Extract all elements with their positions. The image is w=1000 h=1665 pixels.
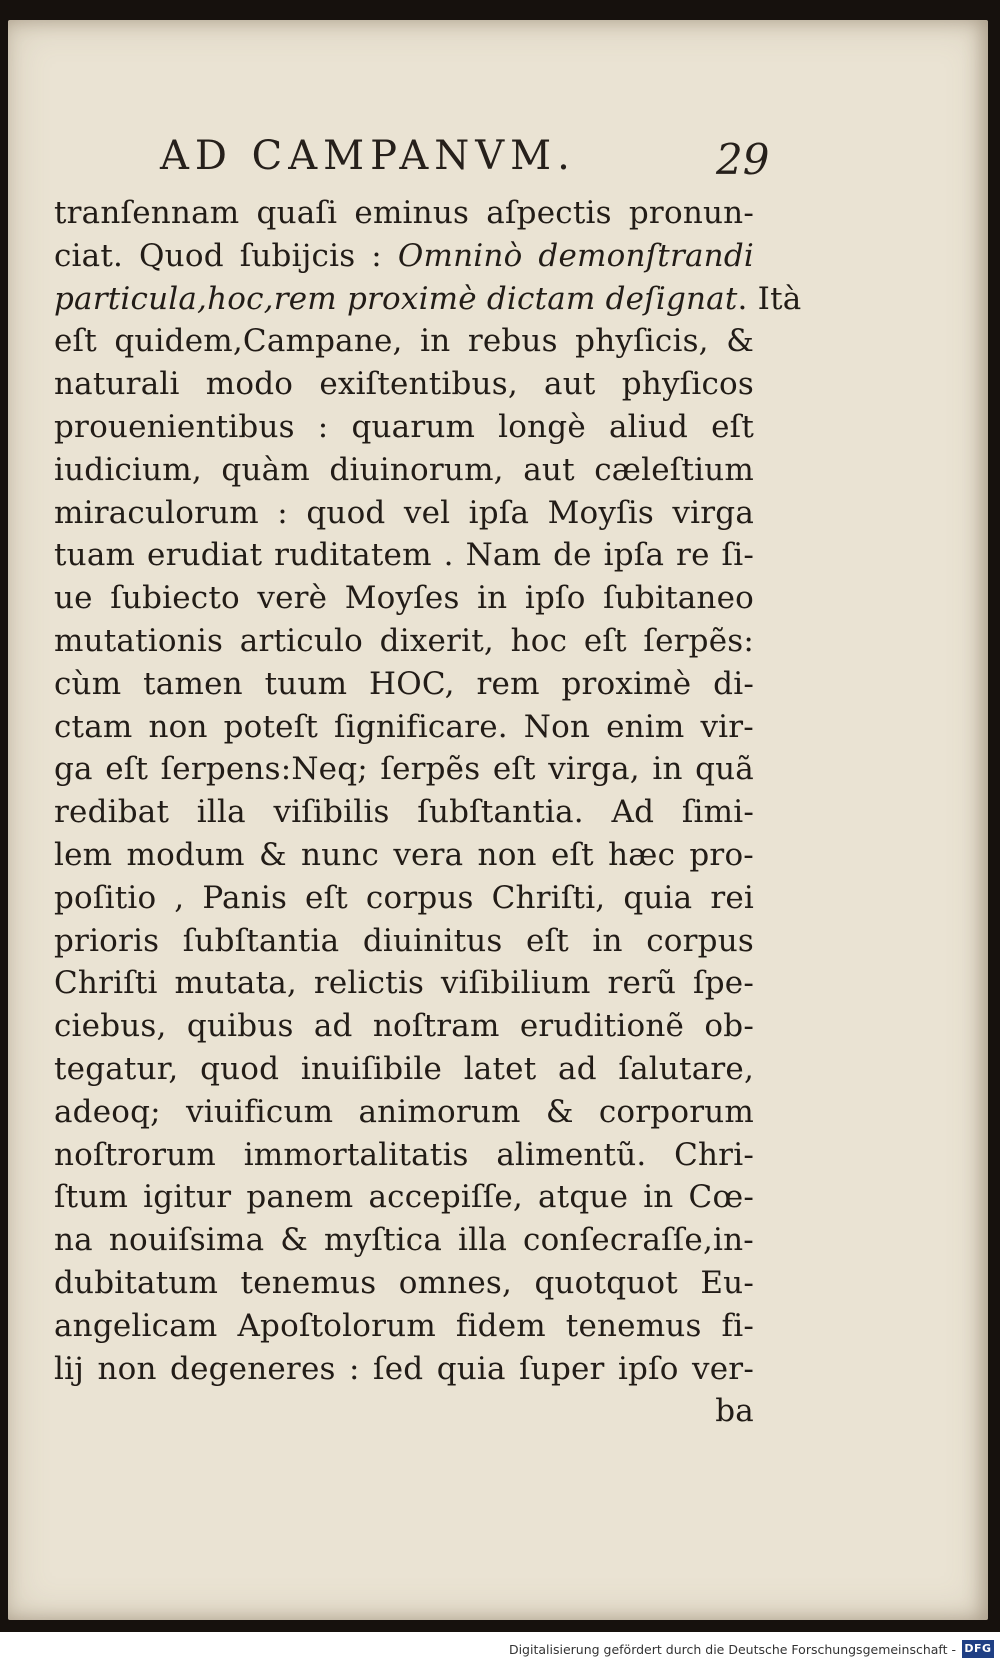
text-line <box>54 620 754 663</box>
text-line <box>54 663 754 706</box>
text-line <box>54 363 754 406</box>
line-text: dubitatum tenemus omnes, quotquot Eu- <box>54 1264 754 1301</box>
line-text: noſtrorum immortalitatis alimentũ. Chri- <box>54 1136 754 1173</box>
line-text: adeoq; viuificum animorum & corporum <box>54 1093 754 1130</box>
line-text: tranſennam quaſi eminus aſpectis pronun- <box>54 195 754 231</box>
text-line <box>54 1048 754 1091</box>
text-line <box>54 748 754 791</box>
text-line <box>54 1348 754 1391</box>
line-text: eſt quidem,Campane, in rebus phyſicis, & <box>54 323 754 360</box>
footer-bar <box>0 1632 1000 1665</box>
page-number: 29 <box>716 135 770 184</box>
text-line <box>54 1134 754 1177</box>
text-line <box>54 791 754 834</box>
text-line <box>54 1176 754 1219</box>
line-text: . Ità <box>737 280 802 317</box>
line-text: angelicam Apoſtolorum fidem tenemus fi- <box>54 1307 754 1344</box>
text-line <box>54 706 754 749</box>
text-line <box>54 449 754 492</box>
line-text: tegatur, quod inuiſibile latet ad ſalutare, <box>54 1050 754 1087</box>
line-text: redibat illa viſibilis ſubſtantia. Ad ſimi- <box>54 794 754 831</box>
line-text: prioris ſubſtantia diuinitus eſt in corpus <box>54 922 754 959</box>
funding-credit: Digitalisierung gefördert durch die Deutsche Forschungsgemeinschaft - <box>508 1642 956 1657</box>
text-line <box>54 192 754 235</box>
text-line <box>54 877 754 920</box>
line-text: lem modum & nunc vera non eſt hæc pro- <box>54 836 754 873</box>
text-line <box>54 320 754 363</box>
text-line <box>54 492 754 535</box>
line-text: na nouiſsima & myſtica illa conſecraſſe,in- <box>54 1222 754 1259</box>
dfg-logo-icon: DFG <box>962 1640 994 1658</box>
text-line <box>54 920 754 963</box>
line-text: mutationis articulo dixerit, hoc eſt ſerpẽs: <box>54 622 754 659</box>
line-text: miraculorum : quod vel ipſa Moyſis virga <box>54 494 754 531</box>
text-line <box>54 1091 754 1134</box>
text-line <box>54 1219 754 1262</box>
body-text <box>54 192 802 1433</box>
line-text: cùm tamen tuum HOC, rem proximè di- <box>54 665 754 702</box>
line-text: lij non degeneres : ſed quia ſuper ipſo ver- <box>54 1350 754 1387</box>
text-line <box>54 406 754 449</box>
text-line <box>54 577 754 620</box>
italic-quote: Omninò demonſtrandi <box>397 237 754 274</box>
line-text: ſtum igitur panem accepiſſe, atque in Cœ- <box>54 1179 754 1216</box>
line-text: naturali modo exiſtentibus, aut phyſicos <box>54 366 754 403</box>
line-text: tuam erudiat ruditatem . Nam de ipſa re ſi- <box>54 537 754 574</box>
line-text: iudicium, quàm diuinorum, aut cæleſtium <box>54 451 754 488</box>
italic-quote: particula,hoc,rem proximè dictam deſignat <box>54 280 738 317</box>
running-head: AD CAMPANVM. <box>160 133 576 179</box>
line-text: ue ſubiecto verè Moyſes in ipſo ſubitaneo <box>54 580 754 617</box>
book-page <box>8 20 988 1620</box>
catchword: ba <box>715 1393 754 1430</box>
line-text: Chriſti mutata, relictis viſibilium rerũ ſpe- <box>54 965 754 1002</box>
text-line <box>54 534 754 577</box>
line-text: ctam non poteſt ſignificare. Non enim vir- <box>54 708 754 745</box>
text-line <box>54 962 754 1005</box>
text-line <box>54 1262 754 1305</box>
text-line <box>54 235 754 278</box>
line-text: ciebus, quibus ad noſtram eruditionẽ ob- <box>54 1008 754 1045</box>
line-text: poſitio , Panis eſt corpus Chriſti, quia rei <box>54 879 754 916</box>
text-line <box>54 1305 754 1348</box>
text-line <box>54 1005 754 1048</box>
text-line <box>54 834 754 877</box>
line-text: ga eſt ſerpens:Neq; ſerpẽs eſt virga, in quã <box>54 751 754 788</box>
line-text: ciat. Quod ſubijcis : <box>54 237 398 274</box>
line-text: prouenientibus : quarum longè aliud eſt <box>54 408 754 445</box>
text-line <box>54 278 802 321</box>
